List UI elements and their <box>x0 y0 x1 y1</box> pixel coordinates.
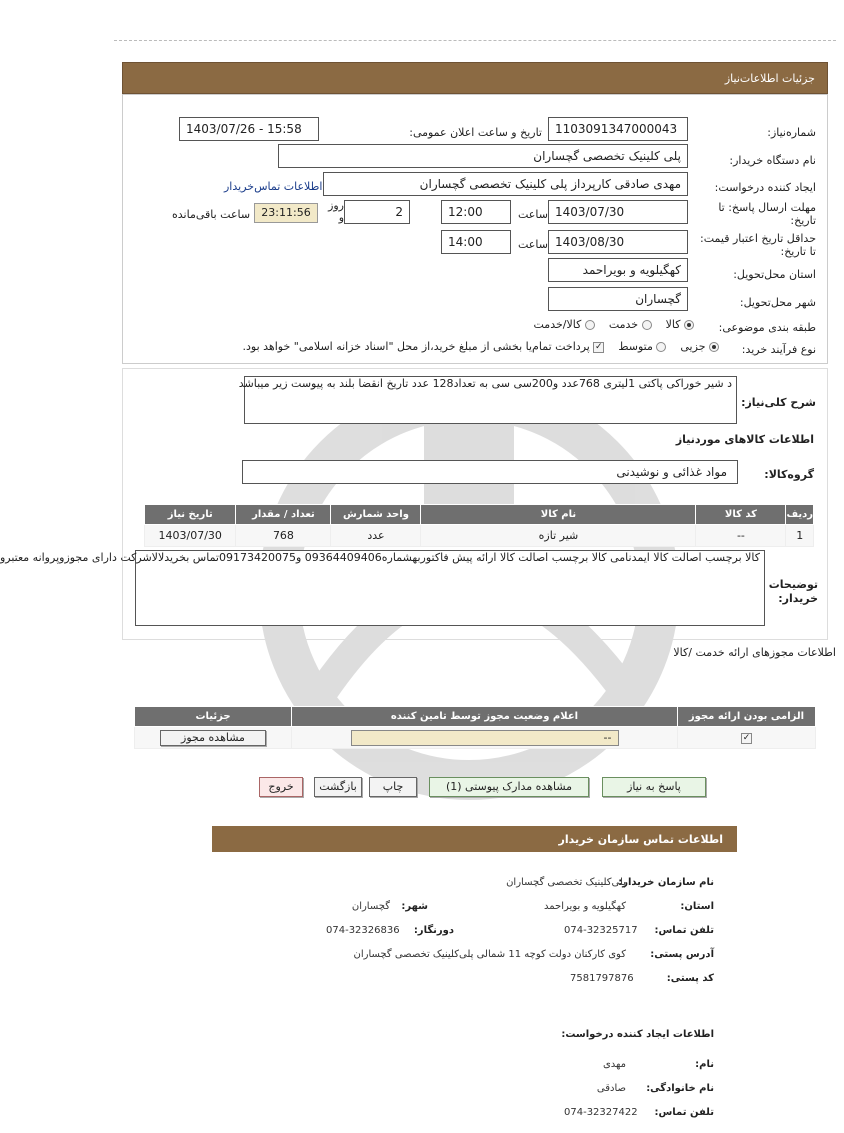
buyer-contact-link[interactable]: اطلاعات تماس‌خریدار <box>224 180 323 193</box>
permits-table <box>134 706 816 749</box>
category-goods[interactable]: کالا <box>666 318 694 331</box>
cell-date: 1403/07/30 <box>145 525 236 547</box>
creator-family-value: صادقی <box>596 1083 626 1094</box>
col-permit-details: جزئیات <box>135 707 292 727</box>
top-divider <box>114 40 836 41</box>
creator-info-title: اطلاعات ایجاد کننده درخواست: <box>561 1029 714 1040</box>
process-medium[interactable]: متوسط <box>618 340 666 353</box>
city-label: شهر محل‌تحویل: <box>739 296 816 309</box>
process-radio-group <box>243 340 719 353</box>
permit-status-field: -- <box>351 730 619 746</box>
cell-qty: 768 <box>236 525 331 547</box>
permits-title: اطلاعات مجوزهای ارائه خدمت /کالا <box>673 646 836 659</box>
deadline-date-field: 1403/07/30 <box>548 200 688 224</box>
process-minor[interactable]: جزیی <box>680 340 719 353</box>
province-field: کهگیلویه و بویراحمد <box>548 258 688 282</box>
col-date: تاریخ نیاز <box>145 505 236 525</box>
radio-icon <box>585 320 595 330</box>
creator-label: ایجاد کننده درخواست: <box>714 181 816 194</box>
table-row <box>135 727 816 749</box>
contact-postal-value: 7581797876 <box>570 973 634 984</box>
view-permit-button[interactable]: مشاهده مجوز <box>160 730 266 746</box>
validity-label: حداقل تاریخ اعتبار قیمت: تا تاریخ: <box>700 232 816 258</box>
buyer-notes-label: توضیحات خریدار: <box>768 578 818 605</box>
page-header <box>122 62 828 94</box>
col-unit: واحد شمارش <box>331 505 421 525</box>
contact-header <box>212 826 737 852</box>
contact-postal-label: کد پستی: <box>666 973 714 984</box>
radio-icon <box>684 320 694 330</box>
reply-button[interactable]: پاسخ به نیاز <box>602 777 706 797</box>
need-number-field: 1103091347000043 <box>548 117 688 141</box>
contact-city-value: گچساران <box>351 901 390 912</box>
contact-title: اطلاعات تماس سازمان خریدار <box>558 833 723 846</box>
radio-icon <box>642 320 652 330</box>
col-code: کد کالا <box>696 505 786 525</box>
process-label: نوع فرآیند خرید: <box>741 343 816 356</box>
validity-time-label: ساعت <box>518 238 548 251</box>
col-qty: تعداد / مقدار <box>236 505 331 525</box>
buyer-org-field: پلی کلینیک تخصصی گچساران <box>278 144 688 168</box>
cell-row: 1 <box>786 525 814 547</box>
attachments-button[interactable]: مشاهده مدارک پیوستی (1) <box>429 777 589 797</box>
deadline-time-field: 12:00 <box>441 200 511 224</box>
contact-address-value: کوی کارکنان دولت کوچه 11 شمالی پلی‌کلینیک تخصصی گچساران <box>353 949 626 960</box>
contact-province-value: کهگیلویه و بویراحمد <box>544 901 626 912</box>
category-radio-group <box>534 318 695 331</box>
city-field: گچساران <box>548 287 688 311</box>
province-label: استان محل‌تحویل: <box>733 268 816 281</box>
col-permit-required: الزامی بودن ارائه مجوز <box>678 707 816 727</box>
cell-code: -- <box>696 525 786 547</box>
buyer-org-label: نام دستگاه خریدار: <box>729 154 816 167</box>
days-field: 2 <box>344 200 410 224</box>
deadline-label: مهلت ارسال پاسخ: تا تاریخ: <box>718 201 816 227</box>
radio-icon <box>709 342 719 352</box>
remaining-label: ساعت باقی‌مانده <box>172 208 251 221</box>
cell-unit: عدد <box>331 525 421 547</box>
page-title: جزئیات اطلاعات‌نیاز <box>724 72 815 85</box>
category-goods-service[interactable]: کالا/خدمت <box>534 318 595 331</box>
creator-name-value: مهدی <box>602 1059 626 1070</box>
print-button[interactable]: چاپ <box>369 777 417 797</box>
contact-org-value: پلی‌کلینیک تخصصی گچساران <box>506 877 626 888</box>
description-label: شرح کلی‌نیاز: <box>741 396 816 409</box>
creator-family-label: نام خانوادگی: <box>646 1083 714 1094</box>
contact-address-label: آدرس پستی: <box>650 949 714 960</box>
col-row: ردیف <box>786 505 814 525</box>
contact-province-label: استان: <box>680 901 714 912</box>
contact-phone-value: 074-32325717 <box>564 925 638 936</box>
remaining-timer: 23:11:56 <box>254 203 318 223</box>
creator-phone-value: 074-32327422 <box>564 1107 638 1118</box>
contact-org-label: نام سازمان خریدار: <box>618 877 714 888</box>
payment-treasury-option[interactable]: ✓ پرداخت تمام‌یا بخشی از مبلغ خرید،از محل "اسناد خزانه اسلامی" خواهد بود. <box>242 340 603 353</box>
goods-group-field: مواد غذائی و نوشیدنی <box>242 460 738 484</box>
contact-city-label: شهر: <box>401 901 428 912</box>
creator-name-label: نام: <box>695 1059 714 1070</box>
announce-field: 1403/07/26 - 15:58 <box>179 117 319 141</box>
checkbox-icon: ✓ <box>595 341 603 352</box>
radio-icon <box>656 342 666 352</box>
contact-phone-label: تلفن تماس: <box>654 925 714 936</box>
validity-time-field: 14:00 <box>441 230 511 254</box>
announce-label: تاریخ و ساعت اعلان عمومی: <box>409 126 542 139</box>
validity-date-field: 1403/08/30 <box>548 230 688 254</box>
category-label: طبقه بندی موضوعی: <box>718 321 816 334</box>
days-label: روز و <box>328 199 344 224</box>
col-permit-status: اعلام وضعیت مجوز توسط تامین کننده <box>292 707 678 727</box>
goods-section-title: اطلاعات کالاهای موردنیاز <box>675 433 814 446</box>
back-button[interactable]: بازگشت <box>314 777 362 797</box>
contact-fax-value: 074-32326836 <box>326 925 400 936</box>
contact-fax-label: دورنگار: <box>413 925 454 936</box>
buyer-notes-textarea[interactable]: کالا برچسب اصالت کالا ایمدنامی کالا برچسب اصالت کالا ارائه پیش فاکتوربهشماره09364409406 و09173420075تماس بخریدلالاشرکت دارای مجوزوپروانه معتبرو <box>135 550 765 626</box>
permit-required-checkbox[interactable]: ✓ <box>742 732 751 743</box>
table-row <box>145 525 814 547</box>
goods-group-label: گروه‌کالا: <box>764 468 814 481</box>
creator-phone-label: تلفن تماس: <box>654 1107 714 1118</box>
goods-table <box>144 504 814 547</box>
deadline-time-label: ساعت <box>518 208 548 221</box>
col-name: نام کالا <box>421 505 696 525</box>
need-number-label: شماره‌نیاز: <box>767 126 816 139</box>
cell-name: شیر تازه <box>421 525 696 547</box>
creator-field: مهدی صادقی کارپرداز پلی کلینیک تخصصی گچساران <box>323 172 688 196</box>
description-textarea[interactable]: د شیر خوراکی پاکتی 1لیتری 768عدد و200سی سی به تعداد128 عدد تاریخ انقضا بلند به پیوست زیر میباشد <box>244 376 737 424</box>
exit-button[interactable]: خروج <box>259 777 303 797</box>
category-service[interactable]: خدمت <box>609 318 652 331</box>
